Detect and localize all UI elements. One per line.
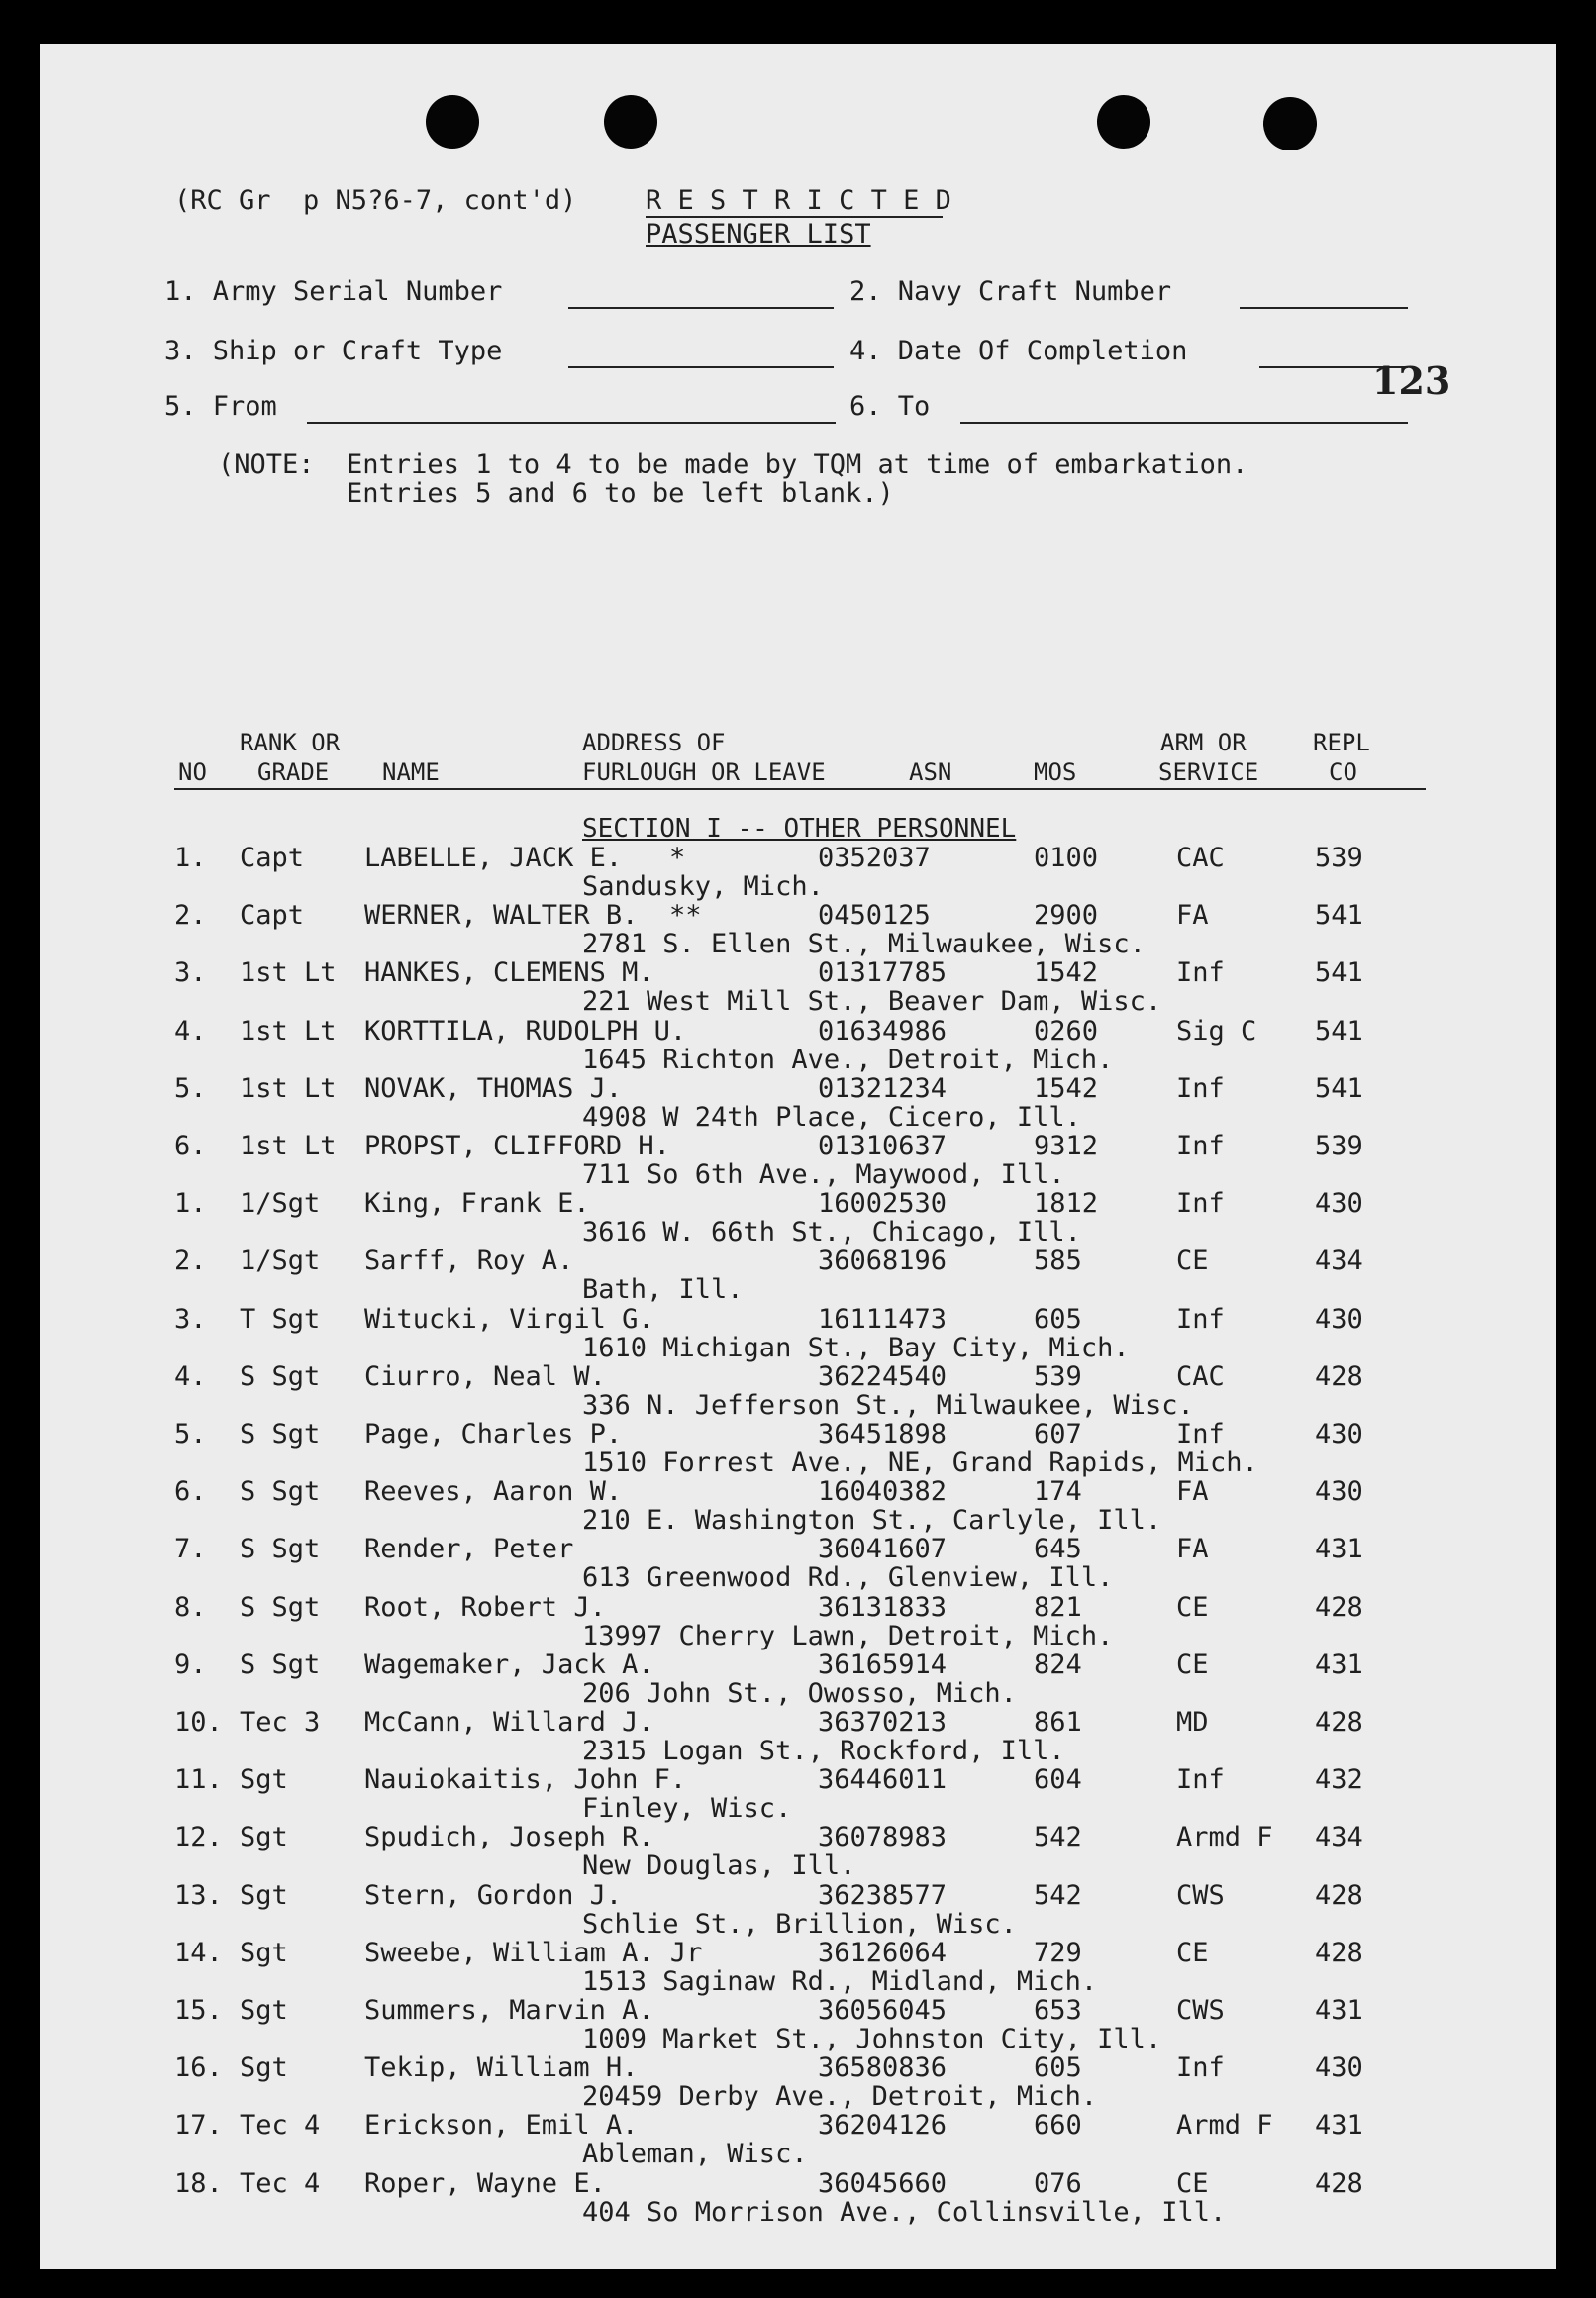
row-address: New Douglas, Ill. (582, 1850, 856, 1881)
row-arm-service: CAC (1176, 843, 1225, 873)
row-number: 4. (174, 1361, 207, 1392)
row-number: 12. (174, 1822, 223, 1852)
row-arm-service: CE (1176, 1246, 1209, 1276)
row-name: King, Frank E. (364, 1188, 590, 1219)
row-mos: 1542 (1034, 957, 1099, 988)
row-asn: 0450125 (818, 900, 931, 931)
row-number: 13. (174, 1880, 223, 1911)
row-rank: Tec 3 (240, 1707, 321, 1738)
row-mos: 824 (1034, 1649, 1082, 1680)
row-mos: 821 (1034, 1592, 1082, 1623)
row-name: Sarff, Roy A. (364, 1246, 574, 1276)
row-mos: 604 (1034, 1764, 1082, 1795)
row-rank: S Sgt (240, 1534, 321, 1564)
row-asn: 36451898 (818, 1419, 948, 1449)
row-rank: Capt (240, 900, 305, 931)
row-name: Reeves, Aaron W. (364, 1476, 623, 1507)
row-mos: 861 (1034, 1707, 1082, 1738)
field-ship-type-blank (568, 366, 834, 368)
row-number: 17. (174, 2110, 223, 2141)
row-repl-co: 430 (1315, 1419, 1363, 1449)
row-address: Schlie St., Brillion, Wisc. (582, 1909, 1017, 1940)
row-address: 210 E. Washington St., Carlyle, Ill. (582, 1505, 1162, 1536)
row-arm-service: FA (1176, 900, 1209, 931)
row-arm-service: Inf (1176, 2052, 1225, 2083)
row-address: 1513 Saginaw Rd., Midland, Mich. (582, 1966, 1098, 1997)
row-arm-service: Inf (1176, 1188, 1225, 1219)
row-name: Sweebe, William A. Jr (364, 1938, 703, 1968)
row-name: Tekip, William H. (364, 2052, 639, 2083)
row-address: 1645 Richton Ave., Detroit, Mich. (582, 1045, 1114, 1075)
row-address: Sandusky, Mich. (582, 871, 824, 902)
row-repl-co: 539 (1315, 843, 1363, 873)
row-address: Finley, Wisc. (582, 1793, 792, 1824)
col-address-bottom: FURLOUGH OR LEAVE (582, 758, 826, 786)
document-title: PASSENGER LIST (646, 219, 871, 250)
punch-hole (1263, 97, 1317, 150)
row-number: 1. (174, 1188, 207, 1219)
row-number: 11. (174, 1764, 223, 1795)
page-number-stamp: 123 (1372, 358, 1451, 403)
row-arm-service: Inf (1176, 1304, 1225, 1335)
row-rank: S Sgt (240, 1592, 321, 1623)
restricted-underline (646, 216, 943, 218)
row-address: Bath, Ill. (582, 1274, 744, 1305)
row-repl-co: 428 (1315, 1707, 1363, 1738)
row-repl-co: 430 (1315, 1304, 1363, 1335)
row-arm-service: MD (1176, 1707, 1209, 1738)
row-name: Ciurro, Neal W. (364, 1361, 606, 1392)
row-repl-co: 428 (1315, 1880, 1363, 1911)
row-repl-co: 539 (1315, 1131, 1363, 1161)
row-address: 1009 Market St., Johnston City, Ill. (582, 2024, 1162, 2054)
row-repl-co: 431 (1315, 2110, 1363, 2141)
row-number: 5. (174, 1419, 207, 1449)
row-arm-service: Armd F (1176, 1822, 1273, 1852)
col-arm-top: ARM OR (1160, 729, 1247, 756)
row-asn: 36078983 (818, 1822, 948, 1852)
row-mos: 605 (1034, 2052, 1082, 2083)
row-rank: 1/Sgt (240, 1188, 321, 1219)
field-ship-type-label: 3. Ship or Craft Type (164, 336, 503, 366)
row-repl-co: 428 (1315, 2168, 1363, 2199)
row-number: 4. (174, 1016, 207, 1047)
row-address: 13997 Cherry Lawn, Detroit, Mich. (582, 1621, 1114, 1651)
row-name: NOVAK, THOMAS J. (364, 1073, 623, 1104)
punch-hole (604, 95, 657, 149)
row-number: 1. (174, 843, 207, 873)
row-address: 4908 W 24th Place, Cicero, Ill. (582, 1102, 1081, 1133)
row-mos: 607 (1034, 1419, 1082, 1449)
row-name: Nauiokaitis, John F. (364, 1764, 687, 1795)
row-mos: 0100 (1034, 843, 1099, 873)
row-asn: 36131833 (818, 1592, 948, 1623)
row-address: 3616 W. 66th St., Chicago, Ill. (582, 1217, 1081, 1248)
row-rank: Sgt (240, 1938, 288, 1968)
row-asn: 36041607 (818, 1534, 948, 1564)
row-number: 14. (174, 1938, 223, 1968)
row-repl-co: 428 (1315, 1938, 1363, 1968)
row-address: 404 So Morrison Ave., Collinsville, Ill. (582, 2197, 1227, 2228)
field-navy-craft-blank (1240, 307, 1408, 309)
row-name: KORTTILA, RUDOLPH U. (364, 1016, 687, 1047)
row-name: Erickson, Emil A. (364, 2110, 639, 2141)
row-mos: 542 (1034, 1880, 1082, 1911)
row-address: 711 So 6th Ave., Maywood, Ill. (582, 1159, 1065, 1190)
row-asn: 16111473 (818, 1304, 948, 1335)
row-mos: 605 (1034, 1304, 1082, 1335)
row-number: 10. (174, 1707, 223, 1738)
row-asn: 36204126 (818, 2110, 948, 2141)
row-arm-service: CWS (1176, 1880, 1225, 1911)
col-rank-bottom: GRADE (257, 758, 330, 786)
row-rank: S Sgt (240, 1361, 321, 1392)
row-name: McCann, Willard J. (364, 1707, 654, 1738)
row-number: 8. (174, 1592, 207, 1623)
row-asn: 36238577 (818, 1880, 948, 1911)
row-rank: 1st Lt (240, 1131, 337, 1161)
col-mos: MOS (1034, 758, 1077, 786)
row-rank: Sgt (240, 2052, 288, 2083)
row-mos: 653 (1034, 1995, 1082, 2026)
row-arm-service: CE (1176, 1592, 1209, 1623)
row-asn: 36068196 (818, 1246, 948, 1276)
row-arm-service: Inf (1176, 1419, 1225, 1449)
row-mos: 174 (1034, 1476, 1082, 1507)
row-number: 15. (174, 1995, 223, 2026)
row-arm-service: FA (1176, 1534, 1209, 1564)
row-asn: 01634986 (818, 1016, 948, 1047)
row-address: 206 John St., Owosso, Mich. (582, 1678, 1017, 1709)
row-name: Stern, Gordon J. (364, 1880, 623, 1911)
row-name: Witucki, Virgil G. (364, 1304, 654, 1335)
row-arm-service: Armd F (1176, 2110, 1273, 2141)
row-mos: 542 (1034, 1822, 1082, 1852)
note-line-1: (NOTE: Entries 1 to 4 to be made by TQM at time of embarkation. (218, 450, 1248, 480)
row-address: Ableman, Wisc. (582, 2139, 808, 2169)
row-repl-co: 434 (1315, 1822, 1363, 1852)
punch-hole (426, 95, 479, 149)
row-number: 7. (174, 1534, 207, 1564)
row-arm-service: CE (1176, 2168, 1209, 2199)
row-repl-co: 541 (1315, 957, 1363, 988)
row-number: 9. (174, 1649, 207, 1680)
row-address: 336 N. Jefferson St., Milwaukee, Wisc. (582, 1390, 1194, 1421)
row-rank: Sgt (240, 1822, 288, 1852)
field-from-blank (307, 422, 836, 424)
row-repl-co: 431 (1315, 1649, 1363, 1680)
section-title: SECTION I -- OTHER PERSONNEL (582, 814, 1017, 844)
row-rank: Sgt (240, 1880, 288, 1911)
row-name: Page, Charles P. (364, 1419, 623, 1449)
row-mark: * (669, 843, 686, 873)
row-repl-co: 428 (1315, 1361, 1363, 1392)
row-name: HANKES, CLEMENS M. (364, 957, 654, 988)
row-number: 5. (174, 1073, 207, 1104)
row-name: LABELLE, JACK E. (364, 843, 623, 873)
row-arm-service: Inf (1176, 957, 1225, 988)
row-number: 6. (174, 1476, 207, 1507)
row-repl-co: 432 (1315, 1764, 1363, 1795)
row-repl-co: 431 (1315, 1995, 1363, 2026)
row-asn: 36045660 (818, 2168, 948, 2199)
row-rank: Sgt (240, 1995, 288, 2026)
row-address: 2781 S. Ellen St., Milwaukee, Wisc. (582, 929, 1146, 959)
row-rank: Tec 4 (240, 2168, 321, 2199)
row-arm-service: CE (1176, 1649, 1209, 1680)
row-asn: 36446011 (818, 1764, 948, 1795)
row-asn: 36224540 (818, 1361, 948, 1392)
row-rank: Sgt (240, 1764, 288, 1795)
row-repl-co: 428 (1315, 1592, 1363, 1623)
group-reference: (RC Gr p N5?6-7, cont'd) (174, 185, 577, 216)
restricted-marking: R E S T R I C T E D (646, 185, 951, 216)
row-asn: 36580836 (818, 2052, 948, 2083)
field-completion-date-label: 4. Date Of Completion (849, 336, 1188, 366)
row-rank: 1st Lt (240, 1073, 337, 1104)
row-name: Root, Robert J. (364, 1592, 606, 1623)
row-number: 3. (174, 957, 207, 988)
row-mos: 729 (1034, 1938, 1082, 1968)
field-navy-craft-label: 2. Navy Craft Number (849, 276, 1172, 307)
field-to-label: 6. To (849, 391, 931, 422)
row-number: 3. (174, 1304, 207, 1335)
row-asn: 16040382 (818, 1476, 948, 1507)
row-number: 16. (174, 2052, 223, 2083)
field-army-serial-blank (568, 307, 834, 309)
row-address: 20459 Derby Ave., Detroit, Mich. (582, 2081, 1098, 2112)
row-arm-service: Inf (1176, 1073, 1225, 1104)
row-asn: 01317785 (818, 957, 948, 988)
row-name: Wagemaker, Jack A. (364, 1649, 654, 1680)
row-arm-service: Inf (1176, 1131, 1225, 1161)
field-to-blank (960, 422, 1408, 424)
col-arm-bottom: SERVICE (1158, 758, 1259, 786)
row-asn: 36370213 (818, 1707, 948, 1738)
row-rank: 1st Lt (240, 1016, 337, 1047)
col-repl-top: REPL (1313, 729, 1370, 756)
row-address: 1610 Michigan St., Bay City, Mich. (582, 1333, 1130, 1363)
row-mark: ** (669, 900, 702, 931)
row-name: Summers, Marvin A. (364, 1995, 654, 2026)
row-mos: 660 (1034, 2110, 1082, 2141)
row-rank: 1st Lt (240, 957, 337, 988)
row-name: WERNER, WALTER B. (364, 900, 639, 931)
row-arm-service: CE (1176, 1938, 1209, 1968)
row-arm-service: CAC (1176, 1361, 1225, 1392)
row-rank: S Sgt (240, 1649, 321, 1680)
row-asn: 36165914 (818, 1649, 948, 1680)
row-repl-co: 430 (1315, 1188, 1363, 1219)
row-mos: 1542 (1034, 1073, 1099, 1104)
header-rule (174, 788, 1426, 790)
row-arm-service: Inf (1176, 1764, 1225, 1795)
row-rank: Tec 4 (240, 2110, 321, 2141)
row-mos: 645 (1034, 1534, 1082, 1564)
row-asn: 36126064 (818, 1938, 948, 1968)
row-name: Spudich, Joseph R. (364, 1822, 654, 1852)
row-address: 1510 Forrest Ave., NE, Grand Rapids, Mich. (582, 1448, 1258, 1478)
row-mos: 539 (1034, 1361, 1082, 1392)
col-repl-bottom: CO (1329, 758, 1357, 786)
row-mos: 076 (1034, 2168, 1082, 2199)
row-name: Render, Peter (364, 1534, 574, 1564)
row-number: 18. (174, 2168, 223, 2199)
col-name: NAME (382, 758, 440, 786)
row-repl-co: 541 (1315, 900, 1363, 931)
row-arm-service: Sig C (1176, 1016, 1257, 1047)
row-mos: 585 (1034, 1246, 1082, 1276)
row-arm-service: FA (1176, 1476, 1209, 1507)
col-no: NO (178, 758, 207, 786)
row-address: 613 Greenwood Rd., Glenview, Ill. (582, 1562, 1114, 1593)
row-mos: 2900 (1034, 900, 1099, 931)
row-rank: Capt (240, 843, 305, 873)
row-rank: S Sgt (240, 1419, 321, 1449)
row-repl-co: 434 (1315, 1246, 1363, 1276)
punch-hole (1097, 95, 1150, 149)
row-arm-service: CWS (1176, 1995, 1225, 2026)
row-repl-co: 430 (1315, 2052, 1363, 2083)
row-repl-co: 541 (1315, 1016, 1363, 1047)
row-asn: 01321234 (818, 1073, 948, 1104)
row-name: Roper, Wayne E. (364, 2168, 606, 2199)
row-mos: 9312 (1034, 1131, 1099, 1161)
row-number: 6. (174, 1131, 207, 1161)
row-asn: 16002530 (818, 1188, 948, 1219)
col-address-top: ADDRESS OF (582, 729, 726, 756)
row-repl-co: 541 (1315, 1073, 1363, 1104)
row-repl-co: 431 (1315, 1534, 1363, 1564)
row-mos: 1812 (1034, 1188, 1099, 1219)
row-asn: 0352037 (818, 843, 931, 873)
row-number: 2. (174, 900, 207, 931)
row-address: 2315 Logan St., Rockford, Ill. (582, 1736, 1065, 1766)
col-asn: ASN (909, 758, 952, 786)
field-army-serial-label: 1. Army Serial Number (164, 276, 503, 307)
row-mos: 0260 (1034, 1016, 1099, 1047)
note-line-2: Entries 5 and 6 to be left blank.) (218, 478, 894, 509)
col-rank-top: RANK OR (240, 729, 341, 756)
row-asn: 36056045 (818, 1995, 948, 2026)
row-rank: S Sgt (240, 1476, 321, 1507)
row-address: 221 West Mill St., Beaver Dam, Wisc. (582, 986, 1162, 1017)
row-asn: 01310637 (818, 1131, 948, 1161)
field-from-label: 5. From (164, 391, 277, 422)
row-name: PROPST, CLIFFORD H. (364, 1131, 670, 1161)
row-rank: T Sgt (240, 1304, 321, 1335)
row-rank: 1/Sgt (240, 1246, 321, 1276)
row-repl-co: 430 (1315, 1476, 1363, 1507)
row-number: 2. (174, 1246, 207, 1276)
